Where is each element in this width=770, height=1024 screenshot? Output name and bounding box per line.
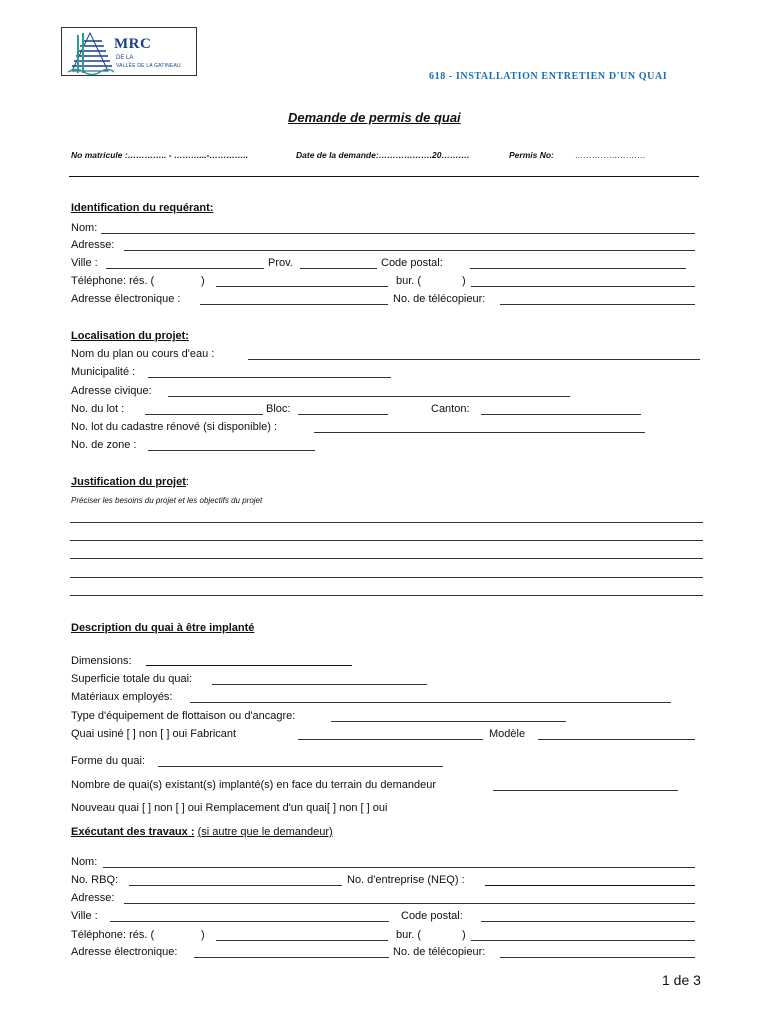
existing-docks-field[interactable] xyxy=(493,790,678,791)
contractor-postal-code-field[interactable] xyxy=(481,921,695,922)
applicant-phone-work-paren: ) xyxy=(462,275,466,287)
cadastre-lot-field[interactable] xyxy=(314,432,645,433)
applicant-fax-field[interactable] xyxy=(500,304,695,305)
applicant-phone-home-field[interactable] xyxy=(216,286,388,287)
justification-line-1[interactable] xyxy=(70,522,703,523)
contractor-email-label: Adresse électronique: xyxy=(71,946,178,958)
contractor-name-label: Nom: xyxy=(71,856,98,868)
contractor-heading-text: Exécutant des travaux : xyxy=(71,826,195,838)
applicant-fax-label: No. de télécopieur: xyxy=(393,293,486,305)
contractor-address-label: Adresse: xyxy=(71,892,115,904)
applicant-name-label: Nom: xyxy=(71,222,98,234)
lot-number-field[interactable] xyxy=(145,414,263,415)
contractor-heading-note: (si autre que le demandeur) xyxy=(197,826,333,838)
applicant-postal-code-label: Code postal: xyxy=(381,257,443,269)
manufacturer-field[interactable] xyxy=(298,739,483,740)
waterbody-label: Nom du plan ou cours d'eau : xyxy=(71,348,215,360)
permit-number-label: Permis No: xyxy=(509,150,554,160)
justification-line-3[interactable] xyxy=(70,558,703,559)
model-field[interactable] xyxy=(538,739,695,740)
section-identification-heading: Identification du requérant: xyxy=(71,202,214,214)
lot-number-label: No. du lot : xyxy=(71,403,125,415)
applicant-address-label: Adresse: xyxy=(71,239,115,251)
contractor-phone-work-label: bur. ( xyxy=(396,929,422,941)
cadastre-lot-label: No. lot du cadastre rénové (si disponible) : xyxy=(71,421,278,433)
contractor-phone-home-paren: ) xyxy=(201,929,205,941)
zone-number-label: No. de zone : xyxy=(71,439,137,451)
contractor-phone-work-field[interactable] xyxy=(471,940,695,941)
dimensions-field[interactable] xyxy=(146,665,352,666)
contractor-fax-field[interactable] xyxy=(500,957,695,958)
applicant-phone-home-label: Téléphone: rés. ( xyxy=(71,275,155,287)
applicant-city-label: Ville : xyxy=(71,257,98,269)
block-field[interactable] xyxy=(298,414,388,415)
header-divider xyxy=(69,176,699,177)
permit-number-field[interactable]: ……………………. xyxy=(575,150,646,160)
justification-line-4[interactable] xyxy=(70,577,703,578)
justification-instructions: Préciser les besoins du projet et les objectifs du projet xyxy=(71,496,263,505)
municipality-field[interactable] xyxy=(148,377,391,378)
applicant-phone-work-label: bur. ( xyxy=(396,275,422,287)
contractor-city-label: Ville : xyxy=(71,910,98,922)
page-number: 1 de 3 xyxy=(662,972,701,988)
request-date-field[interactable]: Date de la demande:……………….20………. xyxy=(296,150,470,160)
justification-line-5[interactable] xyxy=(70,595,703,596)
document-code: 618 - INSTALLATION ENTRETIEN D'UN QUAI xyxy=(429,71,668,82)
applicant-postal-code-field[interactable] xyxy=(470,268,686,269)
total-area-field[interactable] xyxy=(212,684,427,685)
justification-heading-text: Justification du projet xyxy=(71,476,186,488)
logo-name: MRC xyxy=(114,36,152,52)
new-or-replacement-dock-options[interactable]: Nouveau quai [ ] non [ ] oui Remplacement d'un quai[ ] non [ ] oui xyxy=(71,802,388,814)
dock-shape-field[interactable] xyxy=(158,766,443,767)
applicant-address-field[interactable] xyxy=(124,250,695,251)
contractor-name-field[interactable] xyxy=(103,867,695,868)
applicant-phone-work-field[interactable] xyxy=(471,286,695,287)
manufactured-dock-options[interactable]: Quai usiné [ ] non [ ] oui Fabricant xyxy=(71,728,237,740)
logo-line2: VALLÉE DE LA GATINEAU xyxy=(116,63,181,69)
applicant-province-field[interactable] xyxy=(300,268,377,269)
section-justification-heading xyxy=(71,476,189,488)
contractor-rbq-label: No. RBQ: xyxy=(71,874,119,886)
applicant-province-label: Prov. xyxy=(268,257,293,269)
justification-heading-colon: : xyxy=(185,476,189,488)
contractor-neq-field[interactable] xyxy=(485,885,695,886)
civic-address-field[interactable] xyxy=(168,396,570,397)
dimensions-label: Dimensions: xyxy=(71,655,132,667)
model-label: Modèle xyxy=(489,728,526,740)
total-area-label: Superficie totale du quai: xyxy=(71,673,193,685)
contractor-postal-code-label: Code postal: xyxy=(401,910,463,922)
mrc-logo-graphic-icon xyxy=(64,29,114,76)
dock-shape-label: Forme du quai: xyxy=(71,755,145,767)
materials-label: Matériaux employés: xyxy=(71,691,173,703)
applicant-city-field[interactable] xyxy=(106,268,264,269)
matricule-field[interactable]: No matricule :………….. - ………...-………….. xyxy=(71,150,249,160)
contractor-neq-label: No. d'entreprise (NEQ) : xyxy=(347,874,465,886)
contractor-rbq-field[interactable] xyxy=(129,885,342,886)
section-dock-description-heading: Description du quai à être implanté xyxy=(71,622,255,634)
flotation-type-label: Type d'équipement de flottaison ou d'ancagre: xyxy=(71,710,296,722)
section-contractor-heading xyxy=(71,826,333,838)
page-title: Demande de permis de quai xyxy=(288,110,461,125)
applicant-email-label: Adresse électronique : xyxy=(71,293,181,305)
civic-address-label: Adresse civique: xyxy=(71,385,152,397)
canton-label: Canton: xyxy=(431,403,470,415)
contractor-fax-label: No. de télécopieur: xyxy=(393,946,486,958)
contractor-phone-home-label: Téléphone: rés. ( xyxy=(71,929,155,941)
applicant-email-field[interactable] xyxy=(200,304,388,305)
contractor-phone-work-paren: ) xyxy=(462,929,466,941)
mrc-logo xyxy=(61,27,197,76)
section-location-heading: Localisation du projet: xyxy=(71,330,189,342)
logo-line1: DE LA xyxy=(116,55,134,61)
waterbody-field[interactable] xyxy=(248,359,700,360)
contractor-city-field[interactable] xyxy=(110,921,389,922)
applicant-name-field[interactable] xyxy=(101,233,695,234)
contractor-address-field[interactable] xyxy=(124,903,695,904)
zone-number-field[interactable] xyxy=(148,450,315,451)
justification-line-2[interactable] xyxy=(70,540,703,541)
materials-field[interactable] xyxy=(190,702,671,703)
contractor-email-field[interactable] xyxy=(194,957,389,958)
flotation-type-field[interactable] xyxy=(331,721,566,722)
contractor-phone-home-field[interactable] xyxy=(216,940,388,941)
applicant-phone-home-paren: ) xyxy=(201,275,205,287)
canton-field[interactable] xyxy=(481,414,641,415)
block-label: Bloc: xyxy=(266,403,291,415)
existing-docks-label: Nombre de quai(s) existant(s) implanté(s) en face du terrain du demandeur xyxy=(71,779,437,791)
municipality-label: Municipalité : xyxy=(71,366,136,378)
